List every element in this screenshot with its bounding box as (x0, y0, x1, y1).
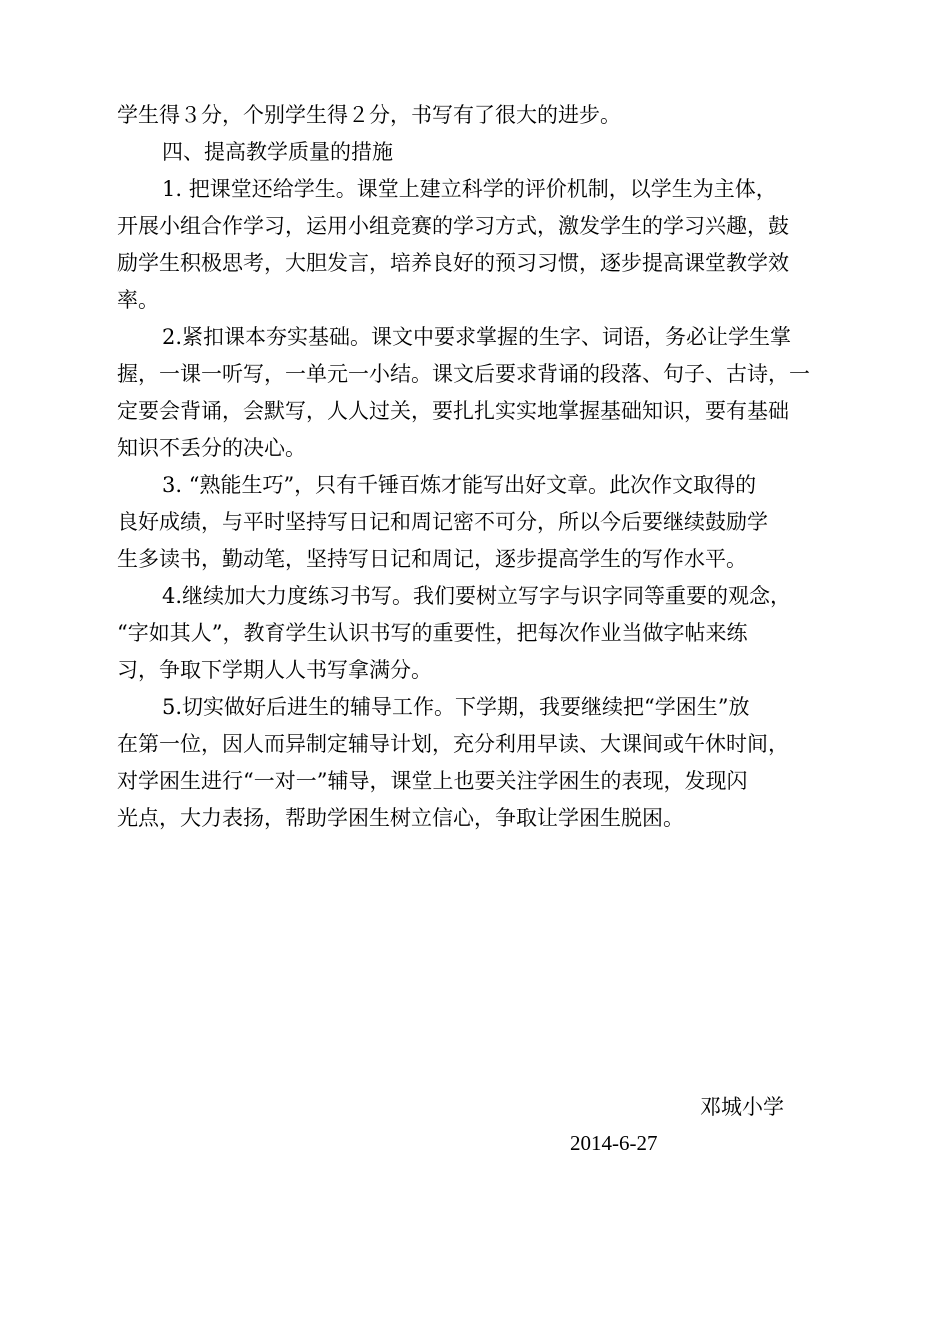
text-line: 4.继续加大力度练习书写。我们要树立写字与识字同等重要的观念， (162, 584, 792, 608)
text-line: 对学困生进行“一对一”辅导，课堂上也要关注学困生的表现，发现闪 (117, 769, 748, 793)
signature-date: 2014-6-27 (570, 1131, 658, 1155)
text-line: 定要会背诵，会默写，人人过关，要扎扎实实地掌握基础知识，要有基础 (117, 399, 789, 423)
text-line: 光点，大力表扬，帮助学困生树立信心，争取让学困生脱困。 (117, 806, 684, 830)
text-line: 在第一位，因人而异制定辅导计划，充分利用早读、大课间或午休时间， (117, 732, 789, 756)
text-line: 励学生积极思考，大胆发言，培养良好的预习习惯，逐步提高课堂教学效 (117, 251, 789, 275)
text-line: 率。 (117, 288, 159, 312)
text-line: 5.切实做好后进生的辅导工作。下学期，我要继续把“学困生”放 (162, 695, 750, 719)
text-line: 学生得３分，个别学生得２分，书写有了很大的进步。 (117, 103, 621, 127)
text-line: 开展小组合作学习，运用小组竞赛的学习方式，激发学生的学习兴趣，鼓 (117, 214, 789, 238)
text-line: 3. “熟能生巧”，只有千锤百炼才能写出好文章。此次作文取得的 (162, 473, 757, 497)
section-heading: 四、提高教学质量的措施 (162, 140, 393, 164)
signature-school: 邓城小学 (700, 1095, 784, 1119)
document-body (117, 97, 817, 837)
text-line: “字如其人”，教育学生认识书写的重要性，把每次作业当做字帖来练 (117, 621, 748, 645)
text-line: 1. 把课堂还给学生。课堂上建立科学的评价机制，以学生为主体， (162, 177, 777, 201)
text-line: 习，争取下学期人人书写拿满分。 (117, 658, 432, 682)
text-line: 良好成绩，与平时坚持写日记和周记密不可分，所以今后要继续鼓励学 (117, 510, 768, 534)
text-line: 2.紧扣课本夯实基础。课文中要求掌握的生字、词语，务必让学生掌 (162, 325, 792, 349)
text-line: 生多读书，勤动笔，坚持写日记和周记，逐步提高学生的写作水平。 (117, 547, 747, 571)
text-line: 知识不丢分的决心。 (117, 436, 306, 460)
text-line: 握，一课一听写，一单元一小结。课文后要求背诵的段落、句子、古诗，一 (117, 362, 810, 386)
